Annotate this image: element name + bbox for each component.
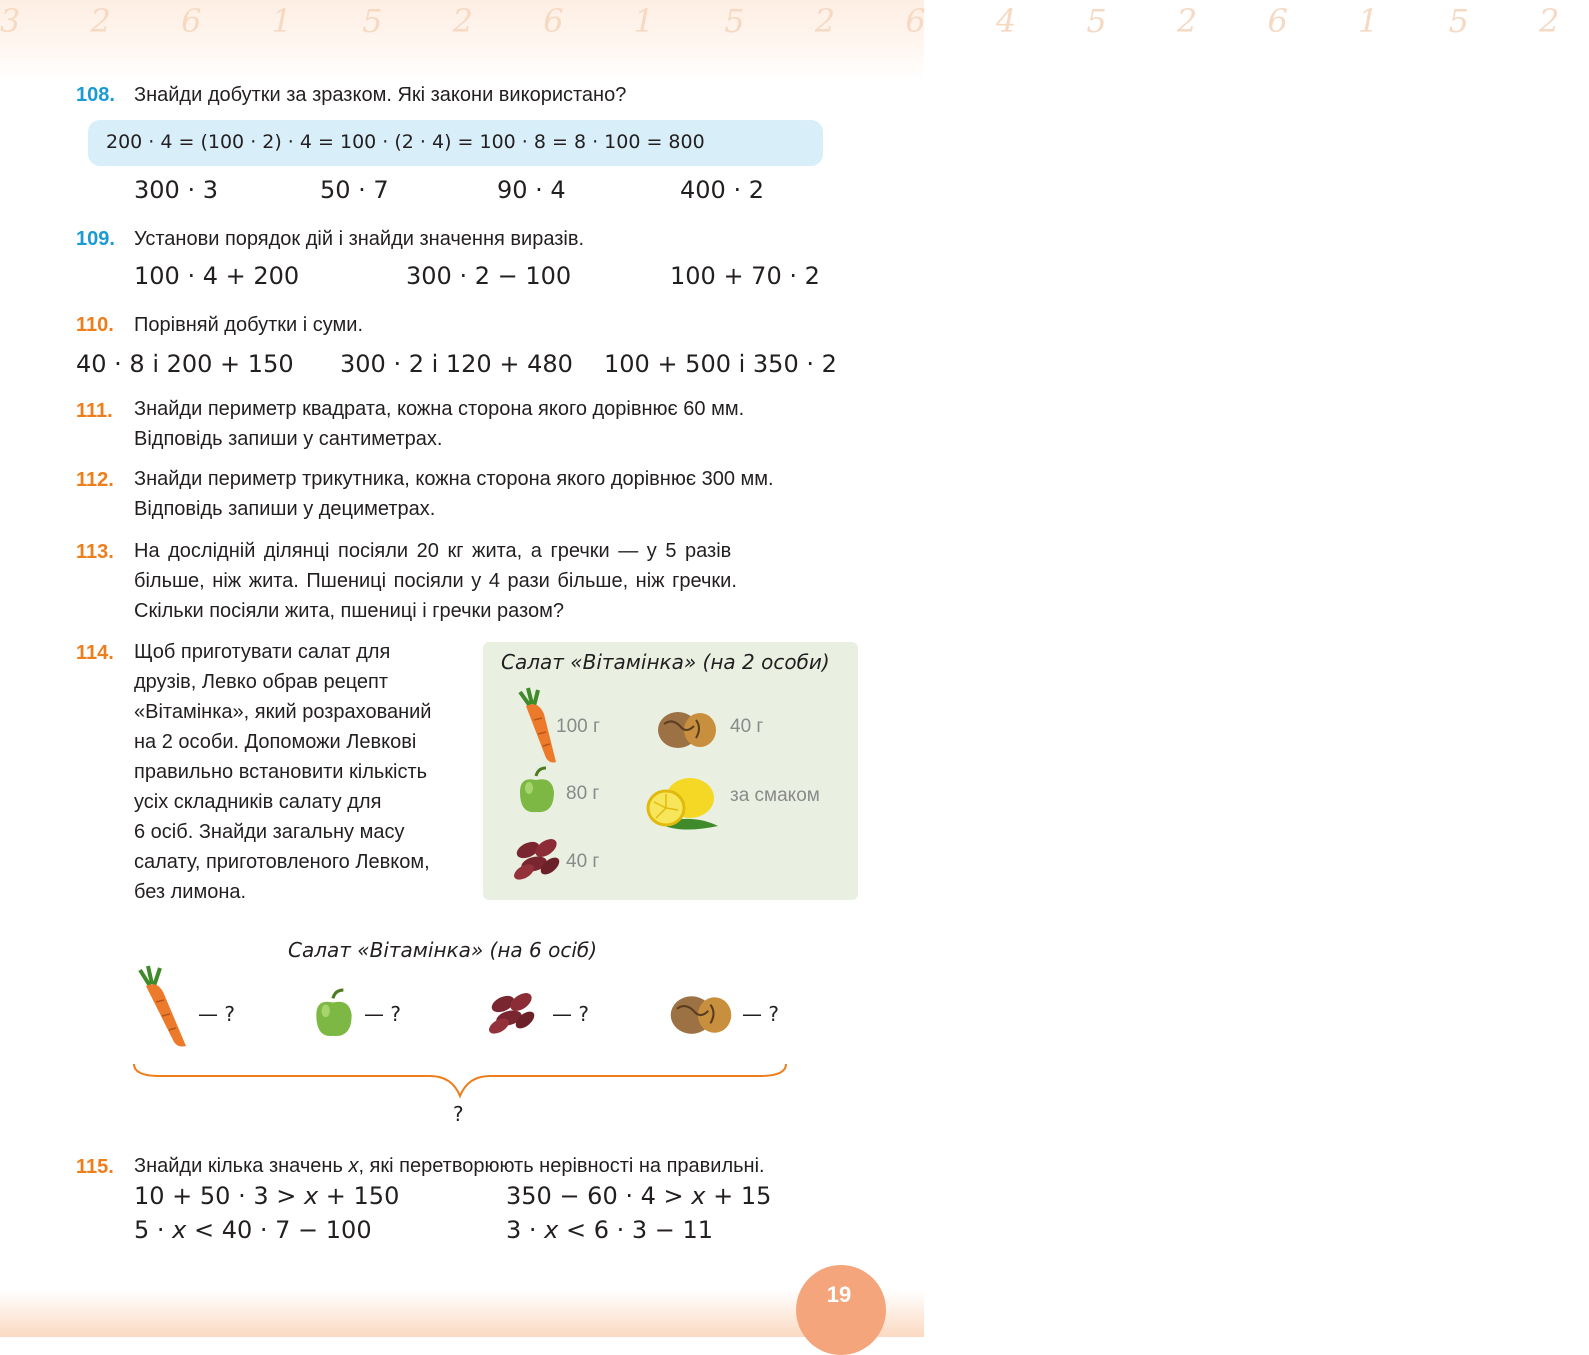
task-number-110: 110. — [76, 314, 114, 336]
walnut-icon — [656, 706, 718, 752]
task-112-line: Знайди периметр трикутника, кожна сторона якого дорівнює 300 мм. — [134, 468, 774, 490]
task-114-line: «Вітамінка», який розрахований — [134, 701, 432, 723]
expression: 300 · 2 і 120 + 480 — [340, 350, 573, 378]
apple-amount: 80 г — [566, 783, 600, 804]
task-114-line: без лимона. — [134, 881, 247, 903]
expression: 400 · 2 — [680, 176, 764, 204]
task-108-text: Знайди добутки за зразком. Які закони використано? — [134, 84, 627, 106]
scheme-item: — ? — [742, 1002, 779, 1026]
decorative-digits: 3 2 6 1 5 2 6 1 5 2 6 4 5 2 6 1 5 2 — [0, 2, 1589, 40]
walnut-amount: 40 г — [730, 716, 764, 737]
page-number-badge — [796, 1265, 886, 1355]
beans-icon — [484, 990, 544, 1036]
scheme-item: — ? — [552, 1002, 589, 1026]
task-number-111: 111. — [76, 400, 113, 422]
apple-icon — [516, 766, 558, 816]
beans-icon — [510, 836, 568, 882]
task-number-114: 114. — [76, 642, 114, 664]
expression: 100 + 500 і 350 · 2 — [604, 350, 837, 378]
footer-band — [0, 1290, 924, 1337]
task-114-line: на 2 особи. Допоможи Левкові — [134, 731, 417, 753]
expression: 100 · 4 + 200 — [134, 262, 300, 290]
inequality: 3 · x < 6 · 3 − 11 — [506, 1216, 714, 1244]
task-number-109: 109. — [76, 228, 115, 250]
carrot-amount: 100 г — [556, 716, 600, 737]
scheme-total: ? — [453, 1102, 464, 1126]
expression: 50 · 7 — [320, 176, 389, 204]
task-113-line: На дослідній ділянці посіяли 20 кг жита, а гречки — у 5 разів — [134, 540, 732, 562]
scheme-title: Салат «Вітамінка» (на 6 осіб) — [288, 938, 598, 962]
page-number: 19 — [826, 1282, 852, 1307]
expression: 300 · 3 — [134, 176, 218, 204]
task-114-line: салату, приготовленого Левком, — [134, 851, 430, 873]
task-number-112: 112. — [76, 469, 114, 491]
beans-amount: 40 г — [566, 851, 600, 872]
inequality: 350 − 60 · 4 > x + 15 — [506, 1182, 772, 1210]
inequality: 10 + 50 · 3 > x + 150 — [134, 1182, 400, 1210]
walnut-icon — [668, 990, 734, 1038]
task-115-text: Знайди кілька значень x, які перетворюють нерівності на правильні. — [134, 1155, 765, 1177]
brace — [130, 1060, 790, 1100]
inequality: 5 · x < 40 · 7 − 100 — [134, 1216, 372, 1244]
scheme-item: — ? — [364, 1002, 401, 1026]
carrot-icon — [510, 684, 562, 766]
task-114-line: усіх складників салату для — [134, 791, 382, 813]
expression: 90 · 4 — [497, 176, 566, 204]
task-number-108: 108. — [76, 84, 115, 106]
lemon-amount: за смаком — [730, 785, 820, 806]
task-111-line: Відповідь запиши у сантиметрах. — [134, 428, 443, 450]
expression: 100 + 70 · 2 — [670, 262, 820, 290]
task-113-line: більше, ніж жита. Пшениці посіяли у 4 рази більше, ніж гречки. — [134, 570, 737, 592]
example-text: 200 · 4 = (100 · 2) · 4 = 100 · (2 · 4) = 100 · 8 = 8 · 100 = 800 — [106, 131, 705, 153]
task-number-113: 113. — [76, 541, 114, 563]
lemon-icon — [640, 770, 720, 834]
task-111-line: Знайди периметр квадрата, кожна сторона якого дорівнює 60 мм. — [134, 398, 745, 420]
task-114-line: Щоб приготувати салат для — [134, 641, 391, 663]
apple-icon — [312, 988, 356, 1040]
task-114-line: друзів, Левко обрав рецепт — [134, 671, 389, 693]
expression: 300 · 2 − 100 — [406, 262, 572, 290]
task-number-115: 115. — [76, 1156, 114, 1178]
carrot-icon — [132, 964, 188, 1048]
expression: 40 · 8 і 200 + 150 — [76, 350, 294, 378]
task-110-text: Порівняй добутки і суми. — [134, 314, 363, 336]
task-112-line: Відповідь запиши у дециметрах. — [134, 498, 436, 520]
recipe-title: Салат «Вітамінка» (на 2 особи) — [501, 650, 830, 674]
task-113-line: Скільки посіяли жита, пшениці і гречки разом? — [134, 600, 564, 622]
task-109-text: Установи порядок дій і знайди значення виразів. — [134, 228, 585, 250]
task-114-line: правильно встановити кількість — [134, 761, 428, 783]
task-114-line: 6 осіб. Знайди загальну масу — [134, 821, 405, 843]
scheme-item: — ? — [198, 1002, 235, 1026]
